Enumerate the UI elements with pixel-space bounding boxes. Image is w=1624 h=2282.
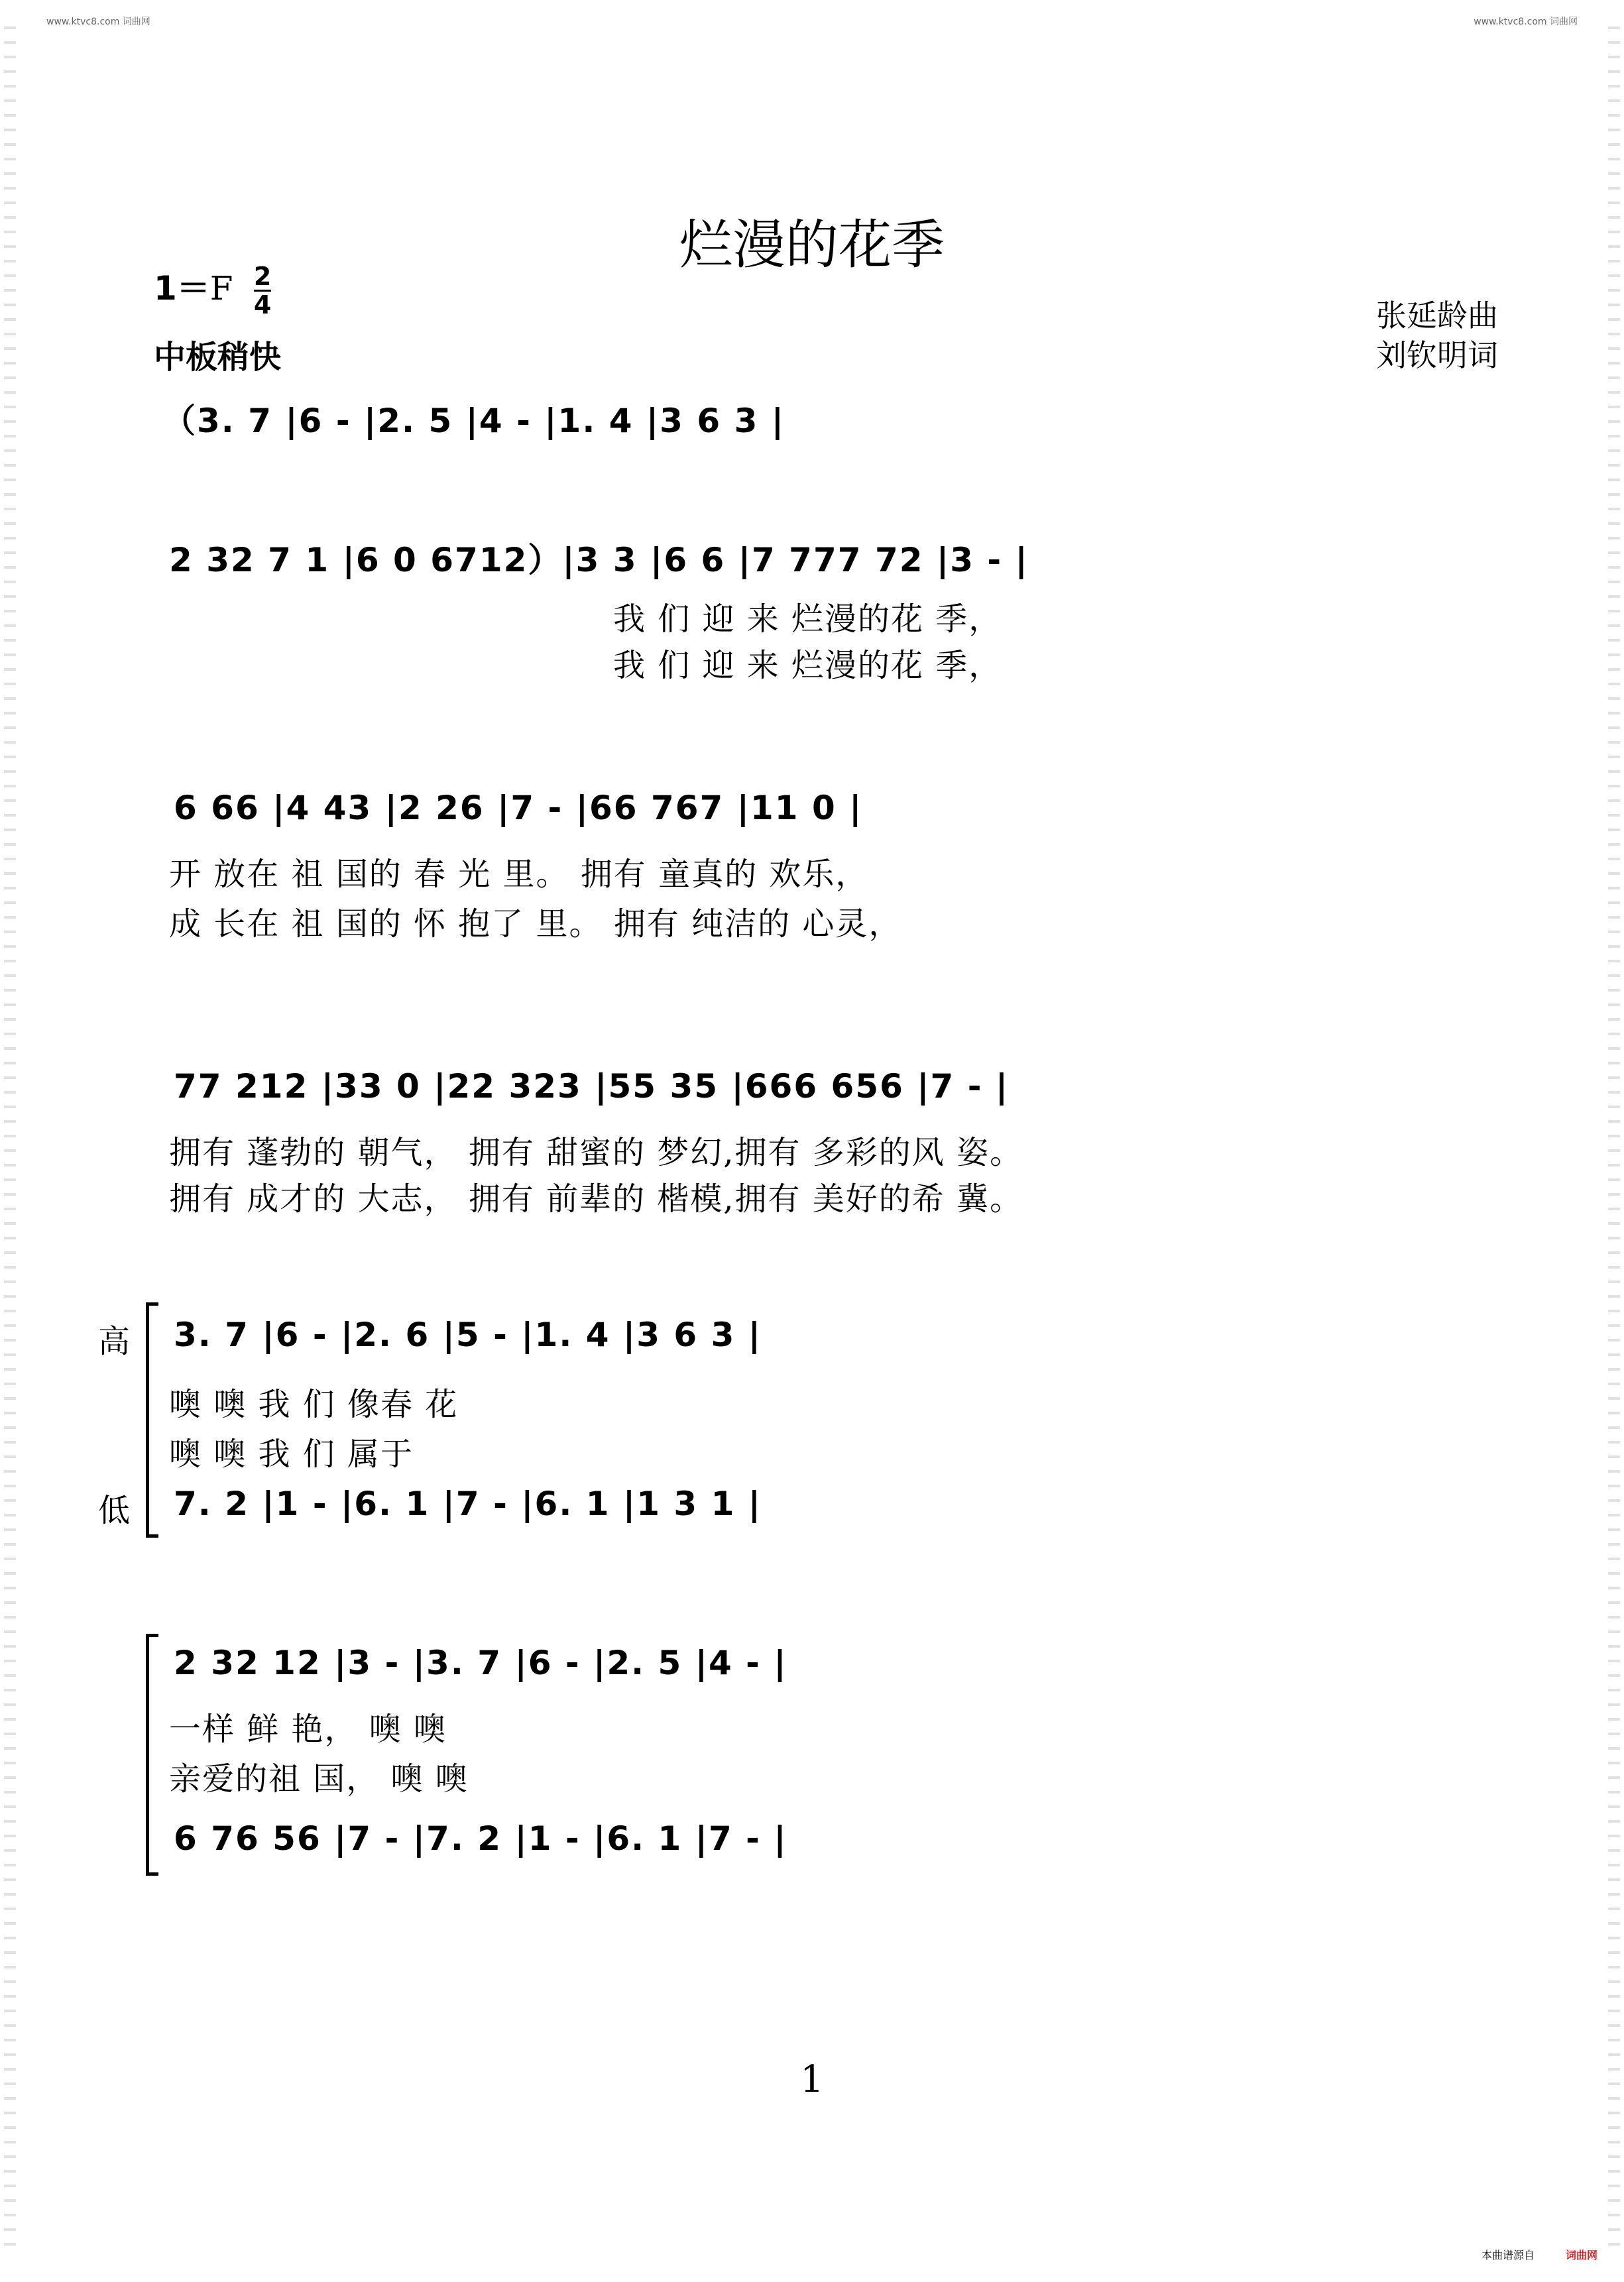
- system-6-brace: [146, 1634, 158, 1876]
- system-3-notes: 6 66 |4 43 |2 26 |7 - |66 767 |11 0 |: [174, 789, 863, 827]
- system-2-lyrics-verse-2: 我 们 迎 来 烂漫的花 季，: [613, 647, 1002, 684]
- song-title: 烂漫的花季: [679, 214, 945, 276]
- lyricist-credit: 刘钦明词: [1376, 337, 1498, 373]
- system-4-lyrics-verse-2: 拥有 成才的 大志， 拥有 前辈的 楷模,拥有 美好的希 冀。: [169, 1180, 1023, 1218]
- part-label-low: 低: [98, 1492, 131, 1529]
- composer-credit: 张延龄曲: [1376, 298, 1498, 333]
- top-right-watermark: www.ktvc8.com 词曲网: [1474, 17, 1578, 27]
- system-6-low-notes: 6 76 56 |7 - |7. 2 |1 - |6. 1 |7 - |: [174, 1819, 787, 1858]
- system-1-notes: （3. 7 |6 - |2. 5 |4 - |1. 4 |3 6 3 |: [162, 402, 785, 440]
- site-logo: 词曲网: [1565, 2249, 1597, 2261]
- system-5-lyrics-verse-2: 噢 噢 我 们 属于: [169, 1436, 414, 1473]
- system-3-lyrics-verse-1: 开 放在 祖 国的 春 光 里。 拥有 童真的 欢乐，: [169, 856, 869, 893]
- system-5-low-notes: 7. 2 |1 - |6. 1 |7 - |6. 1 |1 3 1 |: [174, 1485, 762, 1523]
- time-bottom: 4: [253, 290, 272, 319]
- system-2-lyrics-verse-1: 我 们 迎 来 烂漫的花 季，: [613, 600, 1002, 638]
- system-4-lyrics-verse-1: 拥有 蓬勃的 朝气， 拥有 甜蜜的 梦幻,拥有 多彩的风 姿。: [169, 1134, 1023, 1171]
- page-number: 1: [800, 2058, 824, 2101]
- system-5-brace: [146, 1302, 158, 1538]
- key-letter: F: [209, 269, 233, 308]
- tempo-marking: 中板稍快: [154, 339, 282, 376]
- system-5-high-notes: 3. 7 |6 - |2. 6 |5 - |1. 4 |3 6 3 |: [174, 1316, 762, 1354]
- top-left-watermark: www.ktvc8.com 词曲网: [46, 17, 150, 27]
- system-2-notes: 2 32 7 1 |6 0 6712）|3 3 |6 6 |7 777 72 |3 - |: [169, 541, 1029, 579]
- source-label: 本曲谱源自: [1481, 2249, 1535, 2261]
- system-5-lyrics-verse-1: 噢 噢 我 们 像春 花: [169, 1386, 459, 1423]
- time-top: 2: [253, 262, 272, 291]
- system-6-lyrics-verse-2: 亲爱的祖 国， 噢 噢: [169, 1760, 469, 1797]
- key-signature: [154, 262, 271, 318]
- system-4-notes: 77 212 |33 0 |22 323 |55 35 |666 656 |7 - |: [174, 1067, 1010, 1106]
- time-signature: [254, 263, 271, 318]
- system-6-high-notes: 2 32 12 |3 - |3. 7 |6 - |2. 5 |4 - |: [174, 1644, 787, 1682]
- part-label-high: 高: [98, 1323, 131, 1360]
- system-6-lyrics-verse-1: 一样 鲜 艳， 噢 噢: [169, 1711, 447, 1748]
- system-3-lyrics-verse-2: 成 长在 祖 国的 怀 抱了 里。 拥有 纯洁的 心灵，: [169, 905, 902, 942]
- right-edge-pattern: [1608, 27, 1620, 2255]
- key-prefix: 1＝: [154, 269, 210, 308]
- left-edge-pattern: [4, 27, 16, 2255]
